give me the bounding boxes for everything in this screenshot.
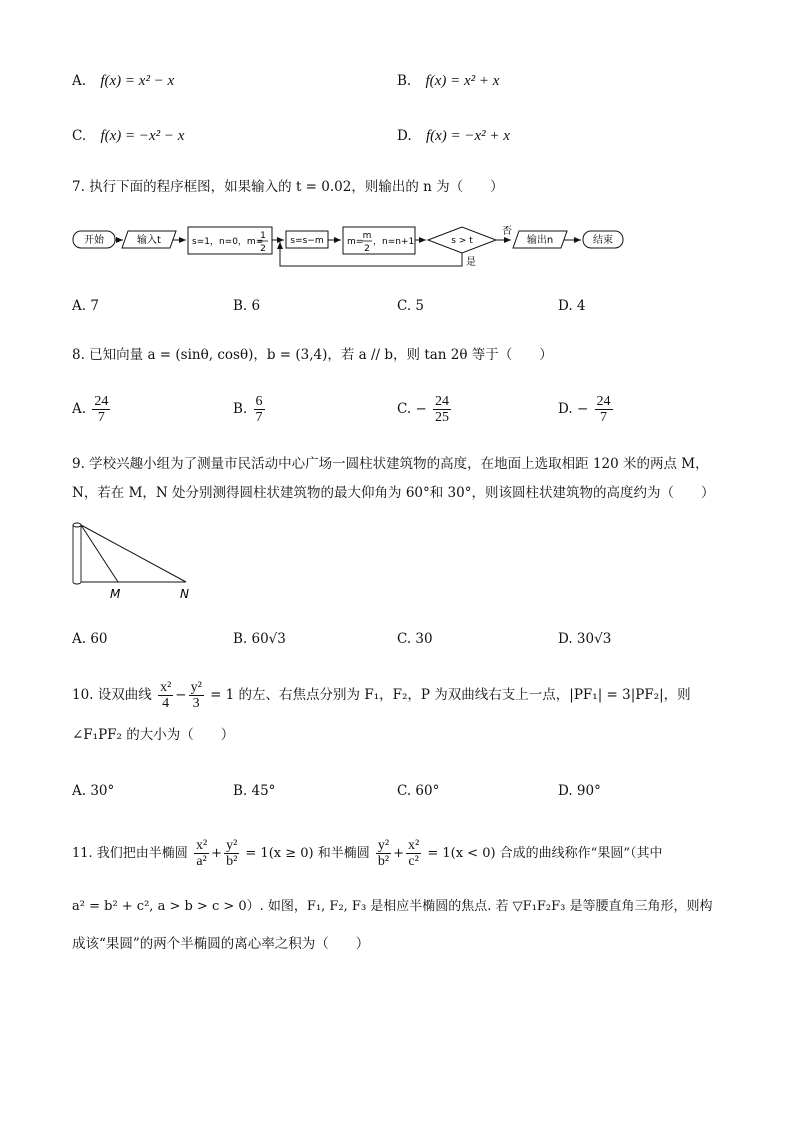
q8-option-d-frac [595,394,613,425]
q9-option-d: D. 30√3 [558,631,612,647]
q11-e1a-den: a² [196,854,207,869]
q6-option-c-expr: f(x) = −x² − x [100,128,185,144]
q8-option-d-sign: − [576,401,589,417]
q8-option-c-sign: − [415,401,427,417]
q8-option-b-frac [254,394,265,425]
q11-stem-c: = 1(x < 0) 合成的曲线称作“果圆”（其中 [427,846,663,861]
q10-stem-pre: 10. 设双曲线 [72,687,152,703]
q7-flowchart [70,220,630,270]
q8-option-d-label: D. [558,401,573,417]
q8-option-a [72,394,112,425]
q8-option-b-den: 7 [255,410,263,425]
q9-stem-line1: 9. 学校兴趣小组为了测量市民活动中心广场一圆柱状建筑物的高度，在地面上选取相距 120 米的两点 M， [72,456,709,472]
q11-frac-e2b [406,838,421,869]
q8-option-c-frac [433,394,451,425]
q9-stem-line2: N，若在 M，N 处分别测得圆柱状建筑物的最大仰角为 60°和 30°，则该圆柱状建筑物的高度约为（ ） [72,485,715,501]
q8-option-c [397,394,453,425]
flow-step2-a: m= [347,237,364,247]
q6-option-d-expr: f(x) = −x² + x [425,128,510,144]
q10-option-b: B. 45° [233,783,276,799]
flow-step2-den: 2 [364,244,370,254]
q8-option-a-frac [92,394,110,425]
q10-option-d: D. 90° [558,783,601,799]
q11-frac-e1a [194,838,209,869]
flow-decision-label: s > t [451,236,473,246]
q9-point-m: M [110,587,121,601]
q11-e2a-den: b² [377,854,390,869]
q9-sightline-m [81,525,118,582]
q11-e2a-num: y² [377,838,390,853]
flow-init-label: s=1，n=0，m= [192,237,264,247]
flow-step2-b: ，n=n+1 [373,237,415,247]
q7-option-b: B. 6 [233,298,261,314]
q7-option-d: D. 4 [558,298,586,314]
q10-frac1-den: 4 [162,696,170,711]
flow-yes-label: 是 [466,257,476,268]
q8-option-c-den: 25 [435,410,450,425]
q10-frac2-num: y² [190,680,202,695]
q6-option-c-label: C. [72,128,87,144]
q10-option-c: C. 60° [397,783,440,799]
flow-output-label: 输出n [526,235,554,246]
q8-option-a-num: 24 [94,394,109,409]
q10-stem-post: = 1 的左、右焦点分别为 F₁，F₂，P 为双曲线右支上一点，|PF₁| = 3|PF₂|，则 [210,687,691,703]
flow-no-label: 否 [502,226,512,237]
q7-option-c: C. 5 [397,298,425,314]
q9-sightline-n [81,525,186,582]
q11-stem-a: 11. 我们把由半椭圆 [72,846,188,861]
q6-option-a-label: A. [72,73,87,89]
q8-option-c-num: 24 [435,394,450,409]
q8-option-c-label: C. [397,401,412,417]
q10-frac2 [189,680,204,711]
q10-stem-line2: ∠F₁PF₂ 的大小为（ ） [72,727,235,743]
q8-option-d [558,394,615,425]
q10-stem-line1: 10. 设双曲线 $\frac{\text{x²}}{4}$ − $\frac{\text{y²}}{3}$ = 1 的左、右焦点分别为 F₁，F₂，P 为双曲线右支上一点，|PF₁| = 3|PF₂|，则 [72,680,691,711]
q10-option-a: A. 30° [72,783,115,799]
q9-option-c: C. 30 [397,631,433,647]
q8-option-a-label: A. [72,401,87,417]
q6-option-b-label: B. [397,73,412,89]
q10-frac1 [158,680,173,711]
q11-stem-line3: 成该“果圆”的两个半椭圆的离心率之积为（ ） [72,936,370,952]
q8-option-d-num: 24 [596,394,611,409]
q6-option-c [72,127,184,145]
q9-figure [66,518,206,602]
q11-stem-line2: a² = b² + c², a > b > c > 0）. 如图，F₁, F₂, F₃ 是相应半椭圆的焦点. 若 ▽F₁F₂F₃ 是等腰直角三角形，则构 [72,899,713,914]
q6-option-d-label: D. [397,128,412,144]
q9-option-b: B. 60√3 [233,631,286,647]
q10-frac1-num: x² [160,680,172,695]
q9-option-a: A. 60 [72,631,108,647]
q9-point-n: N [180,587,189,601]
flow-step1-label: s=s−m [290,236,324,246]
q11-e1a-num: x² [195,838,208,853]
q8-option-a-den: 7 [97,410,105,425]
q8-option-d-den: 7 [600,410,608,425]
flow-input-label: 输入t [137,235,161,246]
q11-e1b-den: b² [226,854,238,869]
q6-option-b [397,72,499,90]
q10-frac2-den: 3 [192,696,200,711]
q8-option-b [233,394,267,425]
flow-start-label: 开始 [84,235,104,246]
flow-end-label: 结束 [593,235,613,246]
q6-option-a-expr: f(x) = x² − x [100,73,175,89]
q8-stem: 8. 已知向量 a = (sinθ, cosθ)，b = (3,4)，若 a // b，则 tan 2θ 等于（ ） [72,347,553,363]
q11-e2b-den: c² [408,854,419,869]
q11-stem-line1: 11. 我们把由半椭圆 $\frac{\text{x²}}{\text{a²}}$ + $\frac{\text{y²}}{\text{b²}}$ = 1(x ≥ 0) 和半椭圆 $\frac{\text{y²}}{\text{b²}}$ + $\frac{\text{x²}}{\text{c²}}$ = 1(x < 0) 合成的曲线称作“果圆”（其中 [72,838,663,869]
flow-init-frac-den: 2 [260,244,266,254]
flow-init-frac-num: 1 [260,231,266,241]
q6-option-b-expr: f(x) = x² + x [425,73,500,89]
flow-step2-num: m [362,231,372,241]
q11-stem-b: = 1(x ≥ 0) 和半椭圆 [245,846,370,861]
q6-option-a [72,72,174,90]
q7-stem: 7. 执行下面的程序框图，如果输入的 t = 0.02，则输出的 n 为（ ） [72,179,504,195]
q8-option-b-label: B. [233,401,248,417]
q11-frac-e2a [376,838,391,869]
q8-option-b-num: 6 [255,394,263,409]
q11-frac-e1b [224,838,239,869]
q11-e1b-num: y² [226,838,238,853]
q7-option-a: A. 7 [72,298,99,314]
q6-option-d [397,127,510,145]
q11-e2b-num: x² [408,838,420,853]
